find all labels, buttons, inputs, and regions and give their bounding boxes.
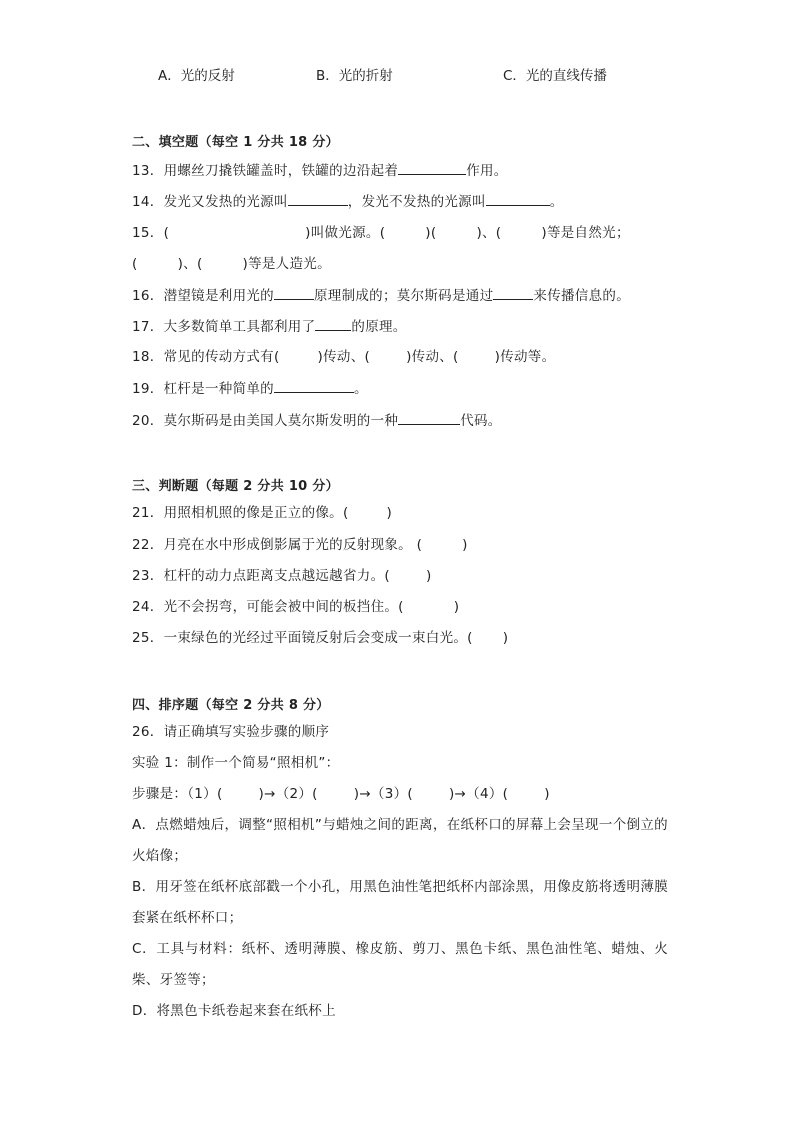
- q22-paren: ): [462, 537, 468, 553]
- question-13: [132, 160, 508, 181]
- steps-order: [132, 784, 550, 804]
- answer-blank[interactable]: [274, 378, 354, 393]
- q19-text-b: 。: [353, 381, 368, 397]
- question-22: [132, 535, 468, 555]
- q18-text-d: )传动等。: [494, 349, 556, 365]
- q16-text-c: 来传播信息的。: [533, 288, 630, 304]
- option-step-d: D．将黑色卡纸卷起来套在纸杯上: [132, 1003, 336, 1019]
- question-15: [132, 223, 630, 243]
- q21-text: 21．用照相机照的像是正立的像。(: [132, 505, 349, 521]
- q15-text-g: )、(: [177, 256, 203, 272]
- option-step-c: C．工具与材料：纸杯、透明薄膜、橡皮筋、剪刀、黑色卡纸、黑色油性笔、蜡烛、火柴、牙签等；: [132, 941, 668, 988]
- q17-text: 17．大多数简单工具都利用了: [132, 319, 316, 335]
- q13-text: 13．用螺丝刀撬铁罐盖时，铁罐的边沿起着: [132, 163, 399, 179]
- steps-text-c: )→（3）(: [353, 786, 413, 802]
- q15-text-d: )、(: [476, 225, 502, 241]
- answer-blank[interactable]: [398, 160, 466, 175]
- section-heading-ordering: 四、排序题（每空 2 分共 8 分）: [132, 698, 330, 713]
- q22-text: 22．月亮在水中形成倒影属于光的反射现象。 (: [132, 537, 423, 553]
- q15-text-f: (: [132, 256, 138, 272]
- option-step-b: B．用牙签在纸杯底部戳一个小孔，用黑色油性笔把纸杯内部涂黑，用像皮筋将透明薄膜套紧在纸杯杯口；: [132, 879, 668, 926]
- q25-text: 25．一束绿色的光经过平面镜反射后会变成一束白光。(: [132, 630, 473, 646]
- q18-text-b: )传动、(: [317, 349, 371, 365]
- question-26: 26．请正确填写实验步骤的顺序: [132, 724, 330, 740]
- q24-paren: ): [453, 599, 460, 615]
- section-heading-true-false: 三、判断题（每题 2 分共 10 分）: [132, 479, 339, 494]
- steps-text-d: )→（4）(: [448, 786, 509, 802]
- q20-text: 20．莫尔斯码是由美国人莫尔斯发明的一种: [132, 413, 399, 429]
- option-c: C．光的直线传播: [503, 68, 607, 84]
- steps-text-e: ): [544, 786, 550, 802]
- q15-text: 15．(: [132, 225, 170, 241]
- answer-blank[interactable]: [486, 191, 550, 206]
- q15-text-e: )等是自然光；: [541, 225, 630, 241]
- q15-text-h: )等是人造光。: [242, 256, 331, 272]
- q15-text-c: )(: [425, 225, 437, 241]
- experiment-1-title: 实验 1：制作一个简易“照相机”：: [132, 755, 340, 771]
- answer-blank[interactable]: [315, 316, 351, 331]
- q19-text: 19．杠杆是一种简单的: [132, 381, 274, 397]
- q23-paren: ): [425, 568, 432, 584]
- q18-text: 18．常见的传动方式有(: [132, 349, 280, 365]
- q13-text-end: 作用。: [466, 163, 508, 179]
- q21-paren: ): [386, 505, 393, 521]
- option-b: B．光的折射: [316, 68, 393, 84]
- question-25: [132, 628, 508, 648]
- answer-blank[interactable]: [274, 285, 314, 300]
- question-15-cont: [132, 254, 331, 274]
- question-23: [132, 566, 432, 586]
- q25-paren: ): [502, 630, 509, 646]
- question-14: [132, 191, 564, 212]
- answer-blank[interactable]: [398, 410, 460, 425]
- q17-text-b: 的原理。: [351, 319, 407, 335]
- q23-text: 23．杠杆的动力点距离支点越远越省力。(: [132, 568, 390, 584]
- answer-blank[interactable]: [493, 285, 533, 300]
- q16-text-b: 原理制成的；莫尔斯码是通过: [313, 288, 494, 304]
- q14-text-mid: ，发光不发热的光源叫: [347, 194, 486, 210]
- q14-text-end: 。: [549, 194, 564, 210]
- section-heading-fill-in: 二、填空题（每空 1 分共 18 分）: [132, 135, 339, 150]
- question-24: [132, 597, 459, 617]
- option-step-a: A．点燃蜡烛后，调整“照相机”与蜡烛之间的距离，在纸杯口的屏幕上会呈现一个倒立的火焰像；: [132, 817, 668, 864]
- q24-text: 24．光不会拐弯，可能会被中间的板挡住。(: [132, 599, 404, 615]
- q16-text: 16．潜望镜是利用光的: [132, 288, 274, 304]
- q18-text-c: )传动、(: [406, 349, 459, 365]
- q14-text: 14．发光又发热的光源叫: [132, 194, 288, 210]
- question-17: [132, 316, 407, 337]
- q15-text-b: )叫做光源。(: [305, 225, 386, 241]
- option-a: A．光的反射: [158, 68, 235, 84]
- question-19: [132, 378, 368, 399]
- steps-text-a: 步骤是：（1）(: [132, 786, 223, 802]
- steps-text-b: )→（2）(: [258, 786, 318, 802]
- question-16: [132, 285, 630, 306]
- answer-blank[interactable]: [288, 191, 348, 206]
- question-20: [132, 410, 502, 431]
- question-21: [132, 503, 392, 523]
- q20-text-b: 代码。: [460, 413, 502, 429]
- question-18: [132, 347, 555, 367]
